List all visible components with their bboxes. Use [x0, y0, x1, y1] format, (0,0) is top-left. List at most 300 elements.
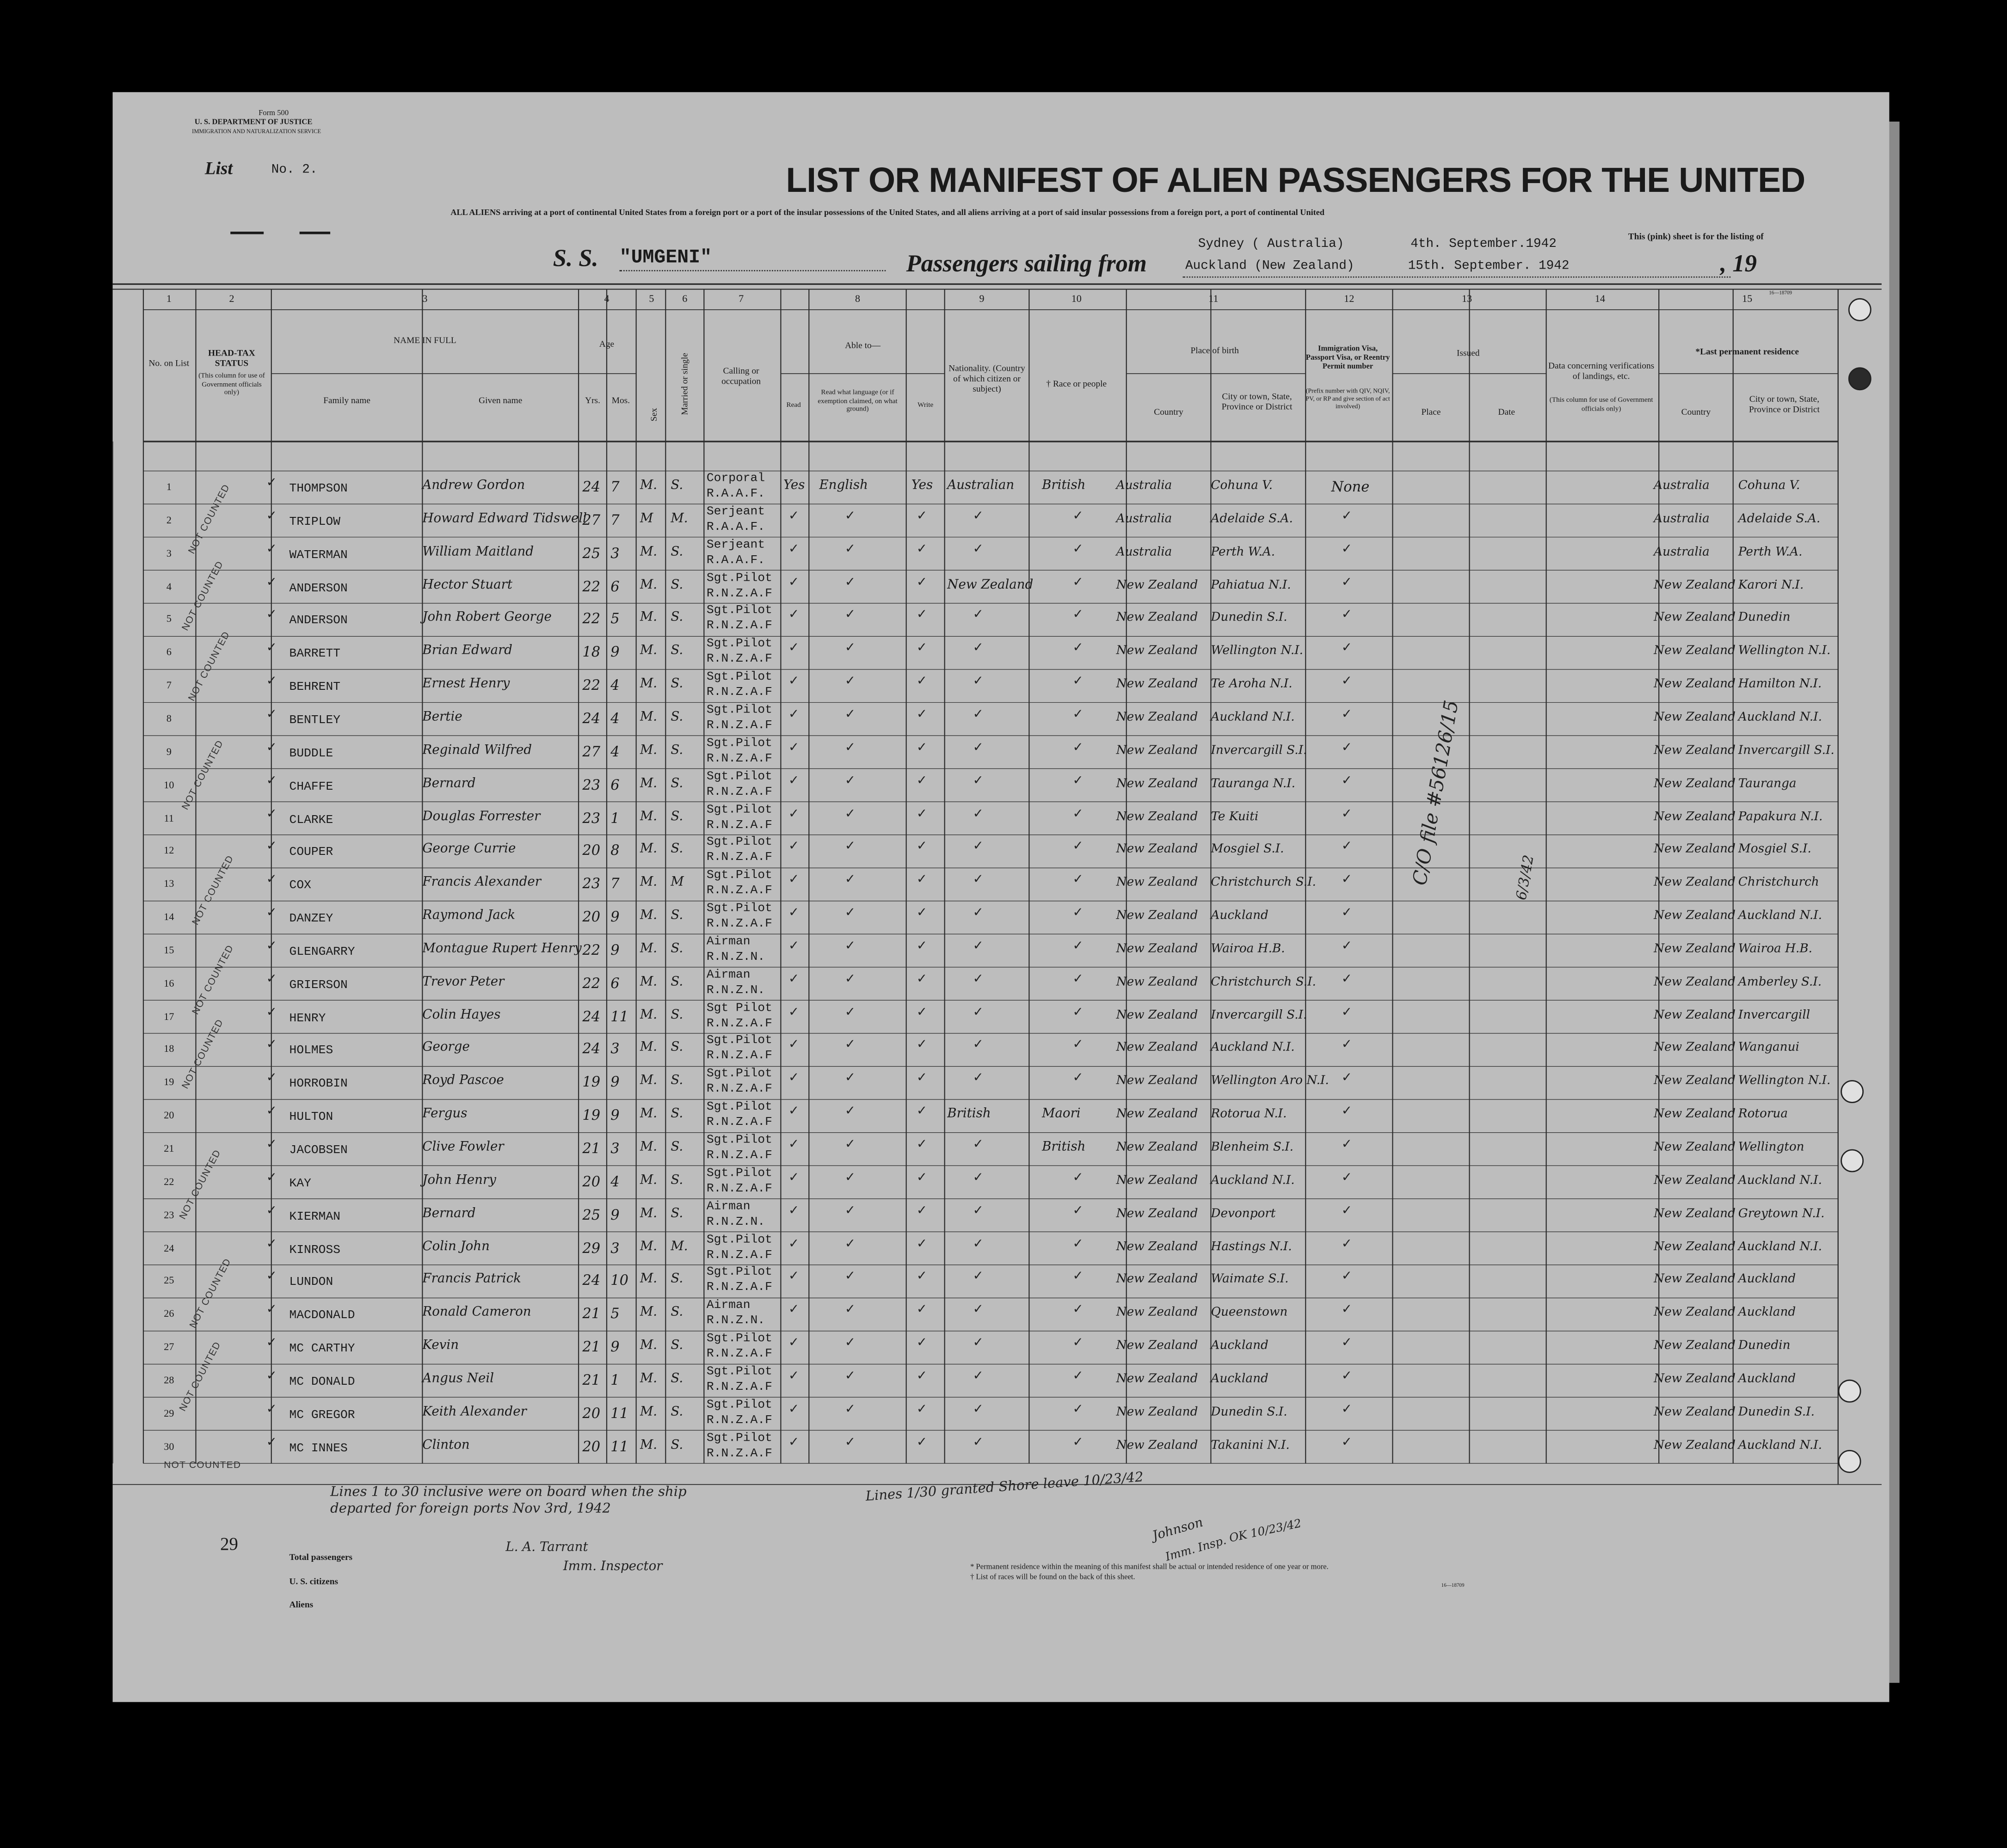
- given-name: Howard Edward Tidswell: [422, 511, 587, 526]
- check-mark: ✓: [1072, 939, 1084, 953]
- form-number: Form 500: [259, 110, 289, 118]
- birth-country: New Zealand: [1116, 875, 1198, 890]
- birth-city: Dunedin S.I.: [1211, 611, 1287, 625]
- departure-date-1: 4th. September.1942: [1410, 238, 1557, 252]
- check-mark: ✓: [1072, 1237, 1084, 1251]
- calling-service: R.A.A.F.: [706, 552, 765, 567]
- sex-value: M.: [640, 1041, 658, 1055]
- age-months: 3: [610, 1140, 620, 1157]
- check-mark: ✓: [266, 906, 277, 921]
- age-months: 9: [610, 1206, 620, 1223]
- age-years: 24: [582, 710, 601, 727]
- check-mark: ✓: [788, 807, 800, 821]
- check-mark: ✓: [788, 674, 800, 689]
- age-years: 22: [582, 941, 601, 958]
- footer-total-passengers: Total passengers: [289, 1552, 353, 1563]
- birth-country: New Zealand: [1116, 1173, 1198, 1188]
- check-mark: ✓: [788, 575, 800, 589]
- check-mark: ✓: [266, 939, 277, 953]
- sex-value: M.: [640, 743, 658, 758]
- calling-rank: Sgt.Pilot: [706, 702, 772, 717]
- check-mark: ✓: [788, 1005, 800, 1019]
- check-mark: ✓: [788, 1369, 800, 1383]
- age-months: 1: [610, 809, 620, 826]
- marital-status: M.: [671, 1239, 688, 1254]
- sex-value: M.: [640, 875, 658, 890]
- dash-mark: [230, 232, 264, 234]
- age-months: 4: [610, 1173, 620, 1190]
- family-name: ANDERSON: [289, 613, 348, 628]
- check-mark: ✓: [844, 1303, 856, 1317]
- marital-status: M: [671, 875, 684, 890]
- ship-prefix: S. S.: [553, 246, 598, 273]
- cofile-date: 6/3/42: [1513, 853, 1538, 902]
- check-mark: ✓: [1072, 840, 1084, 854]
- check-mark: ✓: [788, 608, 800, 623]
- sex-value: M.: [640, 1173, 658, 1188]
- check-mark: ✓: [844, 741, 856, 755]
- age-months: 3: [610, 545, 620, 562]
- row-number: 29: [164, 1407, 174, 1419]
- row-number: 16: [164, 977, 174, 989]
- row-number: 23: [164, 1209, 174, 1221]
- birth-city: Invercargill S.I.: [1211, 1007, 1307, 1022]
- age-months: 7: [610, 511, 620, 528]
- sex-value: M.: [640, 975, 658, 989]
- row-number: 28: [164, 1374, 174, 1386]
- birth-country: New Zealand: [1116, 1041, 1198, 1055]
- age-months: 7: [610, 479, 620, 496]
- check-mark: ✓: [788, 707, 800, 722]
- check-mark: ✓: [844, 1071, 856, 1086]
- sailing-line: [1183, 276, 1731, 278]
- given-name: Ernest Henry: [422, 677, 510, 691]
- birth-country: New Zealand: [1116, 909, 1198, 923]
- calling-rank: Sgt.Pilot: [706, 1099, 772, 1114]
- calling-rank: Airman: [706, 1298, 751, 1312]
- nationality-value: Australian: [947, 479, 1015, 493]
- header-married: Married or single: [679, 353, 690, 415]
- age-years: 27: [582, 743, 601, 760]
- calling-rank: Sgt.Pilot: [706, 1331, 772, 1345]
- check-mark: ✓: [266, 972, 277, 987]
- check-mark: ✓: [266, 1203, 277, 1218]
- birth-city: Tauranga N.I.: [1211, 776, 1296, 791]
- dash-mark: [300, 232, 330, 234]
- birth-country: New Zealand: [1116, 1405, 1198, 1419]
- birth-country: New Zealand: [1116, 1140, 1198, 1154]
- given-name: Clive Fowler: [422, 1140, 504, 1154]
- residence-country: New Zealand: [1654, 743, 1736, 758]
- marital-status: S.: [671, 776, 683, 791]
- family-name: MC DONALD: [289, 1374, 355, 1388]
- check-mark: ✓: [1072, 774, 1084, 788]
- check-mark: ✓: [973, 542, 984, 557]
- birth-city: Christchurch S.I.: [1211, 975, 1316, 989]
- sex-value: M.: [640, 710, 658, 724]
- check-mark: ✓: [788, 1137, 800, 1152]
- not-counted-stamp: NOT COUNTED: [187, 1256, 234, 1330]
- sex-value: M.: [640, 776, 658, 791]
- age-years: 21: [582, 1338, 601, 1356]
- check-mark: ✓: [973, 1369, 984, 1383]
- sex-value: M.: [640, 644, 658, 658]
- sex-value: M.: [640, 1140, 658, 1154]
- age-months: 4: [610, 710, 620, 727]
- check-mark: ✓: [844, 1105, 856, 1119]
- second-signature: Johnson: [1151, 1516, 1205, 1544]
- birth-city: Te Aroha N.I.: [1211, 677, 1293, 691]
- family-name: BUDDLE: [289, 746, 333, 760]
- inspector-signature: L. A. Tarrant: [505, 1541, 588, 1555]
- check-mark: ✓: [1341, 575, 1352, 589]
- check-mark: ✓: [266, 807, 277, 821]
- birth-country: New Zealand: [1116, 710, 1198, 724]
- birth-country: New Zealand: [1116, 577, 1198, 592]
- calling-rank: Sgt.Pilot: [706, 901, 772, 915]
- header-given-name: Given name: [479, 395, 523, 406]
- check-mark: ✓: [1341, 1071, 1352, 1086]
- check-mark: ✓: [1341, 608, 1352, 623]
- check-mark: ✓: [266, 641, 277, 656]
- check-mark: ✓: [973, 939, 984, 953]
- row-number: 24: [164, 1242, 174, 1254]
- check-mark: ✓: [1072, 509, 1084, 523]
- sex-value: M.: [640, 1239, 658, 1254]
- calling-rank: Serjeant: [706, 537, 765, 552]
- given-name: Royd Pascoe: [422, 1074, 504, 1088]
- calling-service: R.N.Z.N.: [706, 1313, 765, 1328]
- given-name: Montague Rupert Henry: [422, 941, 582, 956]
- header-issued-date: Date: [1498, 407, 1515, 417]
- given-name: William Maitland: [422, 545, 534, 559]
- calling-rank: Airman: [706, 967, 751, 982]
- calling-rank: Airman: [706, 934, 751, 948]
- residence-country: New Zealand: [1654, 1173, 1736, 1188]
- check-mark: ✓: [788, 972, 800, 987]
- check-mark: ✓: [788, 1402, 800, 1417]
- residence-country: New Zealand: [1654, 611, 1736, 625]
- header-calling: Calling or occupation: [721, 366, 761, 387]
- check-mark: ✓: [916, 674, 928, 689]
- calling-service: R.N.Z.A.F: [706, 1445, 772, 1460]
- header-birth-country: Country: [1154, 407, 1183, 417]
- not-counted-stamp: NOT COUNTED: [189, 943, 236, 1017]
- age-months: 4: [610, 743, 620, 760]
- check-mark: ✓: [844, 674, 856, 689]
- calling-service: R.N.Z.A.F: [706, 651, 772, 666]
- residence-country: New Zealand: [1654, 1107, 1736, 1122]
- check-mark: ✓: [916, 1369, 928, 1383]
- residence-city: Wanganui: [1738, 1041, 1799, 1055]
- check-mark: ✓: [973, 1270, 984, 1284]
- family-name: GRIERSON: [289, 977, 348, 992]
- service-label: IMMIGRATION AND NATURALIZATION SERVICE: [192, 128, 321, 135]
- calling-service: R.N.Z.A.F: [706, 1379, 772, 1394]
- check-mark: ✓: [1072, 1435, 1084, 1450]
- check-mark: ✓: [1072, 807, 1084, 821]
- residence-country: New Zealand: [1654, 644, 1736, 658]
- calling-service: R.N.Z.N.: [706, 1214, 765, 1228]
- check-mark: ✓: [266, 1336, 277, 1351]
- punch-hole: [1841, 1149, 1864, 1173]
- given-name: Keith Alexander: [422, 1405, 527, 1419]
- calling-service: R.N.Z.A.F: [706, 1181, 772, 1195]
- age-months: 3: [610, 1239, 620, 1256]
- calling-service: R.N.Z.A.F: [706, 618, 772, 633]
- check-mark: ✓: [266, 1038, 277, 1053]
- not-counted-stamp: NOT COUNTED: [179, 738, 226, 812]
- birth-city: Takanini N.I.: [1211, 1438, 1290, 1452]
- race-value: British: [1042, 479, 1086, 493]
- visa-value: None: [1331, 479, 1370, 496]
- check-mark: ✓: [788, 509, 800, 523]
- marital-status: S.: [671, 1107, 683, 1122]
- check-mark: ✓: [1341, 939, 1352, 953]
- residence-country: New Zealand: [1654, 842, 1736, 857]
- age-years: 29: [582, 1239, 601, 1256]
- total-count: 29: [220, 1535, 238, 1555]
- check-mark: ✓: [788, 1270, 800, 1284]
- departure-date-2: 15th. September. 1942: [1408, 259, 1570, 274]
- check-mark: ✓: [1072, 707, 1084, 722]
- calling-service: R.A.A.F.: [706, 519, 765, 534]
- sex-value: M.: [640, 1338, 658, 1353]
- check-mark: ✓: [1341, 1336, 1352, 1351]
- calling-service: R.N.Z.A.F: [706, 1346, 772, 1361]
- birth-country: Australia: [1116, 479, 1172, 493]
- check-mark: ✓: [1072, 1402, 1084, 1417]
- check-mark: ✓: [844, 641, 856, 656]
- family-name: WATERMAN: [289, 547, 348, 562]
- check-mark: ✓: [1341, 1435, 1352, 1450]
- family-name: MACDONALD: [289, 1308, 355, 1322]
- residence-city: Dunedin: [1738, 1338, 1791, 1353]
- header-nationality: Nationality. (Country of which citizen or subject): [948, 363, 1025, 394]
- family-name: BARRETT: [289, 646, 341, 661]
- check-mark: ✓: [1341, 1237, 1352, 1251]
- check-mark: ✓: [266, 840, 277, 854]
- check-mark: ✓: [973, 1171, 984, 1185]
- calling-service: R.N.Z.A.F: [706, 751, 772, 765]
- check-mark: ✓: [788, 641, 800, 656]
- calling-rank: Sgt.Pilot: [706, 669, 772, 684]
- check-mark: ✓: [916, 807, 928, 821]
- check-mark: ✓: [1341, 1005, 1352, 1019]
- calling-service: R.N.Z.A.F: [706, 718, 772, 732]
- given-name: Francis Alexander: [422, 875, 542, 890]
- calling-rank: Sgt.Pilot: [706, 735, 772, 750]
- residence-country: New Zealand: [1654, 1041, 1736, 1055]
- marital-status: S.: [671, 545, 683, 559]
- sex-value: M.: [640, 1272, 658, 1287]
- check-mark: ✓: [1341, 840, 1352, 854]
- check-mark: ✓: [1072, 575, 1084, 589]
- calling-rank: Airman: [706, 1198, 751, 1213]
- sex-value: M.: [640, 1438, 658, 1452]
- check-mark: ✓: [844, 972, 856, 987]
- calling-service: R.N.Z.A.F: [706, 883, 772, 897]
- sex-value: M.: [640, 1405, 658, 1419]
- check-mark: ✓: [973, 1402, 984, 1417]
- departure-port-2: Auckland (New Zealand): [1185, 259, 1354, 274]
- check-mark: ✓: [266, 1171, 277, 1185]
- check-mark: ✓: [916, 1435, 928, 1450]
- check-mark: ✓: [916, 906, 928, 921]
- header-name-in-full: NAME IN FULL: [394, 335, 456, 346]
- header-able-to: Able to—: [845, 340, 881, 351]
- lines-note: Lines 1 to 30 inclusive were on board when the ship departed for foreign ports Nov 3rd, 1942: [330, 1484, 687, 1516]
- age-months: 9: [610, 1338, 620, 1356]
- marital-status: S.: [671, 809, 683, 824]
- given-name: George Currie: [422, 842, 516, 857]
- check-mark: ✓: [844, 575, 856, 589]
- birth-city: Blenheim S.I.: [1211, 1140, 1294, 1154]
- calling-service: R.N.Z.A.F: [706, 1280, 772, 1295]
- birth-country: New Zealand: [1116, 941, 1198, 956]
- birth-city: Queenstown: [1211, 1305, 1288, 1320]
- header-res-city: City or town, State, Province or District: [1749, 394, 1820, 415]
- birth-country: New Zealand: [1116, 1272, 1198, 1287]
- check-mark: ✓: [1341, 1038, 1352, 1053]
- row-number: 12: [164, 845, 174, 857]
- calling-rank: Corporal: [706, 471, 765, 485]
- check-mark: ✓: [973, 1005, 984, 1019]
- residence-country: New Zealand: [1654, 710, 1736, 724]
- birth-country: New Zealand: [1116, 1007, 1198, 1022]
- check-mark: ✓: [1341, 774, 1352, 788]
- language-value: English: [819, 479, 868, 493]
- marital-status: S.: [671, 1438, 683, 1452]
- row-number: 30: [164, 1440, 174, 1452]
- birth-city: Perth W.A.: [1211, 545, 1275, 559]
- not-counted-stamp: NOT COUNTED: [185, 482, 232, 556]
- birth-country: New Zealand: [1116, 611, 1198, 625]
- row-number: 5: [166, 613, 172, 625]
- check-mark: ✓: [916, 741, 928, 755]
- check-mark: ✓: [916, 1005, 928, 1019]
- residence-city: Mosgiel S.I.: [1738, 842, 1811, 857]
- punch-hole: [1838, 1380, 1861, 1403]
- given-name: Brian Edward: [422, 644, 513, 658]
- age-months: 9: [610, 941, 620, 958]
- age-years: 27: [582, 511, 601, 528]
- sex-value: M.: [640, 1074, 658, 1088]
- check-mark: ✓: [973, 741, 984, 755]
- ship-line: [620, 270, 886, 271]
- check-mark: ✓: [973, 1071, 984, 1086]
- age-years: 22: [582, 577, 601, 595]
- race-value: British: [1042, 1140, 1086, 1154]
- birth-city: Christchurch S.I.: [1211, 875, 1316, 890]
- residence-city: Auckland N.I.: [1738, 909, 1822, 923]
- row-number: 1: [166, 481, 172, 493]
- check-mark: ✓: [844, 840, 856, 854]
- write-value: Yes: [911, 479, 933, 493]
- marital-status: S.: [671, 1206, 683, 1221]
- birth-city: Cohuna V.: [1211, 479, 1273, 493]
- header-head-tax: HEAD-TAX STATUS: [208, 348, 255, 369]
- residence-country: Australia: [1654, 511, 1710, 526]
- check-mark: ✓: [1072, 1336, 1084, 1351]
- footer-us-citizens: U. S. citizens: [289, 1577, 339, 1587]
- calling-service: R.N.Z.A.F: [706, 1148, 772, 1162]
- age-months: 9: [610, 644, 620, 661]
- residence-country: New Zealand: [1654, 1206, 1736, 1221]
- row-number: 4: [166, 580, 172, 592]
- residence-city: Perth W.A.: [1738, 545, 1803, 559]
- family-name: MC INNES: [289, 1440, 348, 1455]
- age-months: 5: [610, 1305, 620, 1322]
- birth-country: New Zealand: [1116, 1338, 1198, 1353]
- check-mark: ✓: [1072, 641, 1084, 656]
- check-mark: ✓: [844, 1038, 856, 1053]
- marital-status: S.: [671, 677, 683, 691]
- sex-value: M: [640, 511, 653, 526]
- row-number: 10: [164, 779, 174, 791]
- header-visa: Immigration Visa, Passport Visa, or Reentry Permit number: [1305, 345, 1390, 371]
- family-name: KIERMAN: [289, 1209, 341, 1223]
- age-months: 9: [610, 909, 620, 926]
- check-mark: ✓: [973, 972, 984, 987]
- birth-city: Hastings N.I.: [1211, 1239, 1292, 1254]
- family-name: HENRY: [289, 1010, 326, 1025]
- birth-city: Wairoa H.B.: [1211, 941, 1285, 956]
- check-mark: ✓: [1072, 906, 1084, 921]
- not-counted-stamp: NOT COUNTED: [164, 1459, 241, 1471]
- check-mark: ✓: [973, 674, 984, 689]
- birth-country: New Zealand: [1116, 644, 1198, 658]
- birth-city: Devonport: [1211, 1206, 1276, 1221]
- check-mark: ✓: [916, 1038, 928, 1053]
- given-name: Francis Patrick: [422, 1272, 521, 1287]
- footer-aliens: Aliens: [289, 1599, 314, 1610]
- age-months: 5: [610, 611, 620, 628]
- marital-status: S.: [671, 1338, 683, 1353]
- check-mark: ✓: [844, 1270, 856, 1284]
- header-no-on-list: No. on List: [148, 358, 190, 369]
- residence-city: Wellington N.I.: [1738, 1074, 1831, 1088]
- check-mark: ✓: [916, 1105, 928, 1119]
- birth-country: New Zealand: [1116, 1206, 1198, 1221]
- header-family-name: Family name: [323, 395, 370, 406]
- list-label: List: [204, 160, 233, 179]
- check-mark: ✓: [1341, 509, 1352, 523]
- check-mark: ✓: [1341, 1270, 1352, 1284]
- check-mark: ✓: [1072, 1369, 1084, 1383]
- header-issued-place: Place: [1421, 407, 1441, 417]
- check-mark: ✓: [1341, 1203, 1352, 1218]
- row-number: 20: [164, 1110, 174, 1122]
- calling-service: R.N.Z.A.F: [706, 1049, 772, 1063]
- check-mark: ✓: [844, 1137, 856, 1152]
- header-birth-city: City or town, State, Province or District: [1221, 391, 1293, 412]
- sex-value: M.: [640, 1372, 658, 1386]
- check-mark: ✓: [916, 1137, 928, 1152]
- age-months: 11: [610, 1007, 629, 1025]
- check-mark: ✓: [266, 774, 277, 788]
- residence-city: Dunedin S.I.: [1738, 1405, 1815, 1419]
- check-mark: ✓: [1341, 1369, 1352, 1383]
- marital-status: S.: [671, 1372, 683, 1386]
- residence-country: New Zealand: [1654, 1372, 1736, 1386]
- family-name: DANZEY: [289, 911, 333, 926]
- header-residence: *Last permanent residence: [1695, 347, 1799, 357]
- age-months: 6: [610, 975, 620, 992]
- age-years: 25: [582, 545, 601, 562]
- check-mark: ✓: [1072, 1071, 1084, 1086]
- check-mark: ✓: [973, 807, 984, 821]
